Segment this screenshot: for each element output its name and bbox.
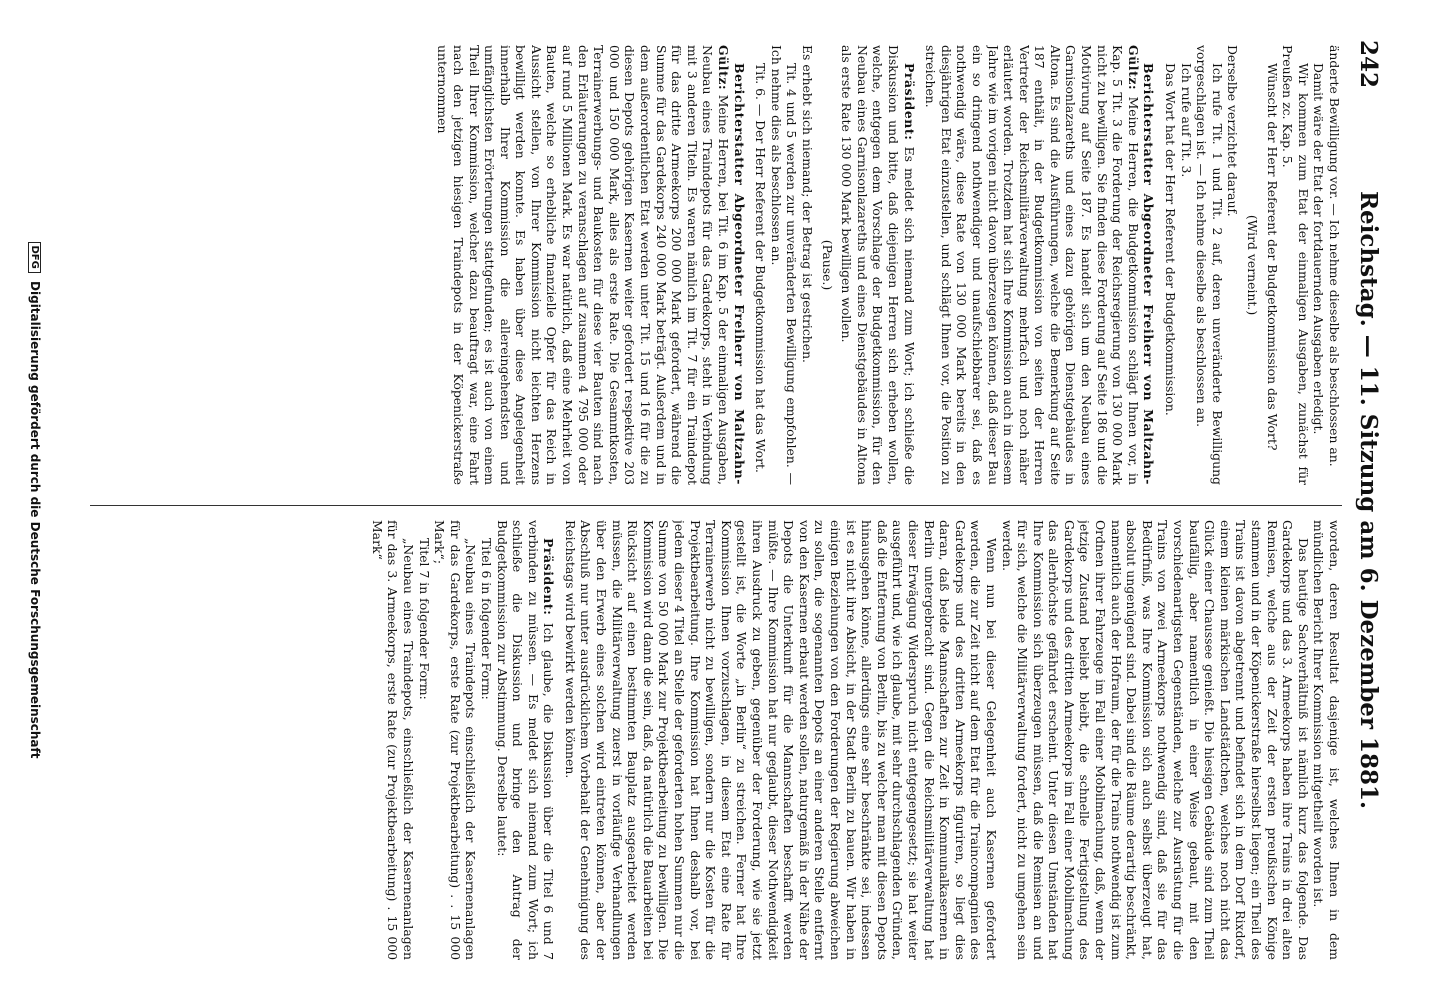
paragraph-text: Ich rufe Tit. 1 und Tit. 2 auf, deren unveränderte Bewilligung vorgeschlagen ist. — Ich nehme dieselbe als beschlossen an. (1194, 45, 1225, 485)
paragraph (1178, 45, 1194, 485)
running-head: Reichstag. — 11. Sitzung am 6. Dezember 1881. (1355, 190, 1382, 810)
paragraph (1311, 520, 1342, 960)
speaker-name: Berichterstatter Abgeordneter Freiherr von Maltzahn-Gültz: (716, 45, 747, 485)
stage-direction (819, 45, 835, 485)
speaker-name: Präsident: (901, 63, 917, 141)
paragraph-text: Ich glaube, die Diskussion über die Titel 6 und 7 verbinden zu müssen. — Es meldet sich niemand zum Wort; ich schließe die Diskussion und bringe den Antrag der Budgetkommission zur Abstimmung. Derselbe lautet: (494, 520, 557, 960)
paragraph-text: „Neubau eines Traindepots, einschließlich der Kasernenanlagen für das 3. Armeekorps, erste Rate (zur Projektbearbeitung) . 15 000 Mark“ (369, 520, 416, 960)
paragraph-text: Wir kommen zum Etat der einmaligen Ausgaben, zunächst für Preußen zc. Kap. 5. (1280, 45, 1311, 485)
paragraph-text: Titel 6 in folgender Form: (478, 538, 494, 700)
page-footer (28, 0, 42, 1000)
paragraph-text: (Pause.) (819, 239, 835, 291)
funding-note: Digitalisierung gefördert durch die Deutsche Forschungsgemeinschaft (28, 281, 42, 759)
paragraph (494, 520, 556, 960)
paragraph-text: Es erhebt sich niemand; der Betrag ist gestrichen. (800, 45, 815, 364)
speaker-name: Berichterstatter Abgeordneter Freiherr von Maltzahn-Gültz: (1125, 45, 1157, 485)
paragraph-text: Es meldet sich niemand zum Wort; ich schließe die Diskussion und bitte, daß diejenigen Herren sich erheben wollen, welche, entgegen dem Vorschlage der Budgetkommission, für den Neubau eines Garnisonlazareths und eines Dienstgebäudes in Altona als erste Rate 130 000 Mark bewilligen wollen. (839, 45, 917, 485)
paragraph-text: Meine Herren, bei Tit. 6 im Kap. 5 der einmaligen Ausgaben, Neubau eines Traindepots für das Gardekorps, steht in Verbindung mit 3 anderen Titeln. Es waren nämlich im Tit. 7 für ein Traindepot für das dritte Armeekorps 200 000 Mark gefordert, während die Summe für das Gardekorps 240 000 Mark beträgt. Außerdem und in dem außerordentlichen Etat werden unter Tit. 15 und 16 für die zu diesen Depots gehörigen Kasernen weiter gefordert respektive 203 000 und 150 000 Mark, alles als erste Rate. Die Gesammtkosten, Terrainerwerbungs- und Baukosten für diese vier Bauten sind nach den Erläuterungen zu veranschlagen auf zusammen 4 795 000 oder auf rund 5 Millionen Mark. Es war natürlich, daß eine Mehrheit von Bauten, welche so erhebliche finanzielle Opfer für das Reich in Aussicht stellen, von Ihrer Kommission nicht leichten Herzens bewilligt werden konnte. Es haben über diese Angelegenheit innerhalb Ihrer Kommission die allereingehendsten und umfänglichsten Erörterungen stattgefunden; es ist auch von einem Theil Ihrer Kommission, welcher dazu beauftragt war, eine Fahrt nach den jetzigen hiesigen Traindepots in der Köpenickerstraße unternommen (435, 45, 732, 485)
paragraph (435, 45, 747, 485)
paragraph (369, 520, 416, 960)
paragraph (839, 45, 917, 485)
paragraph (416, 520, 432, 960)
paragraph (1264, 45, 1280, 485)
paragraph-text: Tit. 4 und 5 werden zur unveränderten Bewilligung empfohlen. — Ich nehme dies als beschlossen an. (768, 45, 800, 485)
dfg-logo: DFG (28, 242, 41, 273)
paragraph (1311, 45, 1327, 485)
paragraph (432, 520, 479, 960)
paragraph (923, 45, 1157, 485)
paragraph-text: Das Wort hat der Herr Referent der Budgetkommission. (1163, 63, 1179, 416)
paragraph-text: Wünscht der Herr Referent der Budgetkommission das Wort? (1264, 63, 1280, 451)
paragraph (1225, 45, 1241, 485)
paragraph-text: Ich rufe auf Tit. 3. (1178, 63, 1194, 178)
column-divider (90, 505, 1342, 506)
paragraph-text: Damit wäre der Etat der fortdauernden Ausgaben erledigt. (1311, 63, 1327, 435)
paragraph-text: Wenn nun bei dieser Gelegenheit auch Kasernen gefordert werden, die zur Zeit nicht auf dem Etat für die Traincompagnien des Gardekorps und des dritten Armeekorps figuriren, so liegt dies daran, daß beide Mannschaften zur Zeit in Kommunalkasernen in Berlin untergebracht sind. Gegen die Reichsmilitärverwaltung hat dieser Erwägung Widerspruch nicht entgegengesetzt; sie hat weiter ausgeführt und, wie ich glaube, mit sehr durchschlagenden Gründen, daß die Entfernung von Berlin, bis zu welcher man mit diesen Depots hinausgehen könne, allerdings eine sehr beschränkte sei, indessen ist es nicht ihre Absicht, in der Stadt Berlin zu bauen. Wir haben in einigen Beziehungen von den Forderungen der Regierung abweichen zu sollen, die sogenannten Depots an einer anderen Stelle entfernt von den Kasernen erbaut werden sollen, naturgemäß in der Nähe der Depots die Unterkunft für die Mannschaften beschafft werden müßte. — Ihre Kommission hat nur geglaubt, dieser Nothwendigkeit ihren Ausdruck zu geben, gegenüber der Forderung, wie sie jetzt gestellt ist, die Worte „in Berlin“ zu streichen. Ferner hat Ihre Kommission Ihnen vorzuschlagen, in diesem Etat eine Rate für Terrainerwerb nicht zu bewilligen, sondern nur die Kosten für die Projektbearbeitung. Ihre Kommission hat Ihnen deshalb vor, bei jedem dieser 4 Titel an Stelle der geforderten hohen Summen nur die Summe von 50 000 Mark zur Projektbearbeitung zu bewilligen. Die Kommission wird dann die sein, daß, da natürlich die Bauarbeiten bei Rücksicht auf einen bestimmten Bauplatz ausgearbeitet werden müssen, die Militärverwaltung zuerst in vorläufige Verhandlungen über den Erwerb eines solchen wird eintreten können, aber der Abschluß nur unter ausdrücklichem Vorbehalt der Genehmigung des Reichstags wird bewirkt werden können. (562, 520, 999, 960)
stage-direction (1244, 45, 1260, 485)
paragraph (768, 45, 799, 485)
right-column (90, 520, 1342, 960)
paragraph-text: „Neubau eines Traindepots einschließlich der Kasernenanlagen für das Gardekorps, erste Rate (zur Projektbearbeitung) . . 15 000 Mark“; (432, 520, 479, 960)
paragraph-text: Das heutige Sachverhältniß ist nämlich kurz das folgende. Das Gardekorps und das 3. Armeekorps haben ihre Trains in drei alten Remisen, welche aus der Zeit der ersten preußischen Könige stammen und in der Köpenickerstraße hierselbst liegen; ein Theil des Trains ist davon abgetrennt und befindet sich in dem Dorf Rixdorf, einem kleinen märkischen Landstädtchen, welches noch nicht das Glück einer Chaussee genießt. Die hiesigen Gebäude sind zum Theil baufällig, aber namentlich in einer Weise gebaut, mit den vorschiedenartigsten Gegenständen, welche zur Ausrüstung für die Trains von zwei Armeekorps nothwendig sind, daß sie für das Bedürfniß, was Ihre Kommission sich auch selbst überzeugt hat, absolut ungenügend sind. Dabei sind die Räume derartig beschränkt, namentlich auch der Hofraum, der für die Trains nothwendig ist zum Ordnen ihrer Fahrzeuge im Fall einer Mobilmachung, daß, wenn der jetzige Zustand beliebt bleibt, die schnelle Fertigstellung des Gardekorps und des dritten Armeekorps im Fall einer Mobilmachung das allerhöchste gefährdet erscheint. Unter diesen Umständen hat Ihre Kommission sich überzeugen müssen, daß die Remisen an und für sich, welche die Militärverwaltung fordert, nicht zu umgehen sein werden. (999, 520, 1311, 960)
paragraph (1280, 45, 1311, 485)
page-number: 242 (1355, 40, 1382, 89)
paragraph-text: (Wird verneint.) (1245, 214, 1261, 316)
paragraph (799, 45, 815, 485)
paragraph-text: Meine Herren, die Budgetkommission schlägt Ihnen vor, in Kap. 5 Tit. 3 die Forderung der Reichsregierung von 130 000 Mark nicht zu bewilligen. Sie finden diese Forderung auf Seite 186 und die Motivirung auf Seite 187. Es handelt sich um den Neubau eines Garnisonlazareths und eines dazu gehörigen Dienstgebäudes in Altona. Es sind die Ausführungen, welche die Bemerkung auf Seite 187 enthält, in der Budgetkommission von seiten der Herren Vertreter der Reichsmilitärverwaltung mehrfach und noch näher erläutert worden. Trotzdem hat sich Ihre Kommission auch in diesem Jahre wie im vorigen nicht davon überzeugen können, daß dieser Bau ein so dringend nothwendiger und unaufschiebbarer sei, daß es nothwendig wäre, diese Rate von 130 000 Mark bereits in den diesjährigen Etat einzustellen, und schlägt Ihnen vor, die Position zu streichen. (923, 45, 1141, 485)
paragraph-text: Derselbe verzichtet darauf. (1225, 45, 1241, 217)
paragraph (478, 520, 494, 960)
paragraph-text: Tit. 6. — Der Herr Referent der Budgetkommission hat das Wort. (753, 63, 769, 473)
paragraph (999, 520, 1311, 960)
left-column (90, 45, 1342, 485)
paragraph (1194, 45, 1225, 485)
paragraph (1326, 45, 1342, 485)
speaker-name: Präsident: (541, 538, 557, 616)
paragraph-text: worden, deren Resultat dasjenige ist, welches Ihnen in dem mündlichen Bericht Ihrer Kommission mitgetheilt worden ist. (1311, 520, 1342, 960)
paragraph (1162, 45, 1178, 485)
paragraph (562, 520, 999, 960)
paragraph-text: Titel 7 in folgender Form: (416, 538, 432, 700)
paragraph (753, 45, 769, 485)
page-header (1348, 40, 1382, 960)
paragraph-text: änderte Bewilligung vor. — Ich nehme dieselbe als beschlossen an. (1327, 45, 1342, 467)
